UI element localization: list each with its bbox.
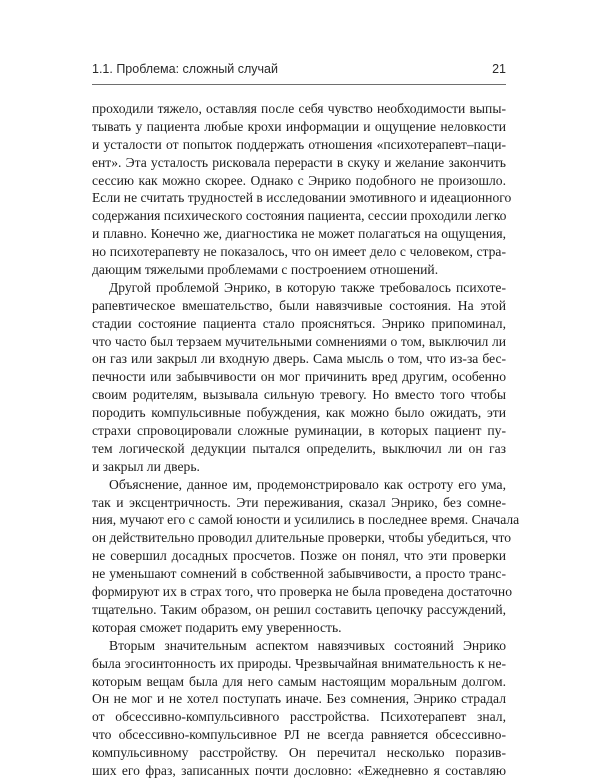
text-line: и плавно. Конечно же, диагностика не может полагаться на ощущения, bbox=[92, 226, 506, 242]
text-line: не совершил досадных просчетов. Позже он понял, что эти проверки bbox=[92, 548, 506, 564]
text-line: ния, мучают его с самой юности и усилились в последнее время. Сначала bbox=[92, 512, 520, 528]
text-line: стадии состояние пациента стало проясняться. Энрико припоминал, bbox=[92, 315, 506, 331]
text-line: что обсессивно-компульсивное РЛ не всегда равняется обсессивно- bbox=[92, 727, 506, 743]
text-line: Он не мог и не хотел поступать иначе. Без сомнения, Энрико страдал bbox=[92, 691, 506, 707]
paragraph bbox=[92, 100, 512, 279]
text-line: Другой проблемой Энрико, в которую также требовалось психоте- bbox=[109, 279, 506, 295]
text-line: и закрыл ли дверь. bbox=[92, 458, 200, 474]
text-line: компульсивному расстройству. Он перечитал несколько поразив- bbox=[92, 745, 506, 761]
text-line: страхи спровоцировали сложные руминации, в которых пациент пу- bbox=[92, 423, 506, 439]
text-line: ших его фраз, записанных почти дословно: «Ежедневно я составляю bbox=[92, 762, 506, 778]
text-line: Вторым значительным аспектом навязчивых состояний Энрико bbox=[109, 637, 506, 653]
text-line: породить компульсивные побуждения, как можно было ожидать, эти bbox=[92, 405, 506, 421]
text-line: тывать у пациента любые крохи информации и ощущение неловкости bbox=[92, 118, 506, 134]
text-line: что часто был терзаем мучительными сомнениями о том, выключил ли bbox=[92, 333, 506, 349]
text-line: так и эксцентричность. Эти переживания, сказал Энрико, без сомне- bbox=[92, 494, 506, 510]
text-line: сессию как можно скорее. Однако с Энрико подобного не произошло. bbox=[92, 172, 506, 188]
text-line: Объяснение, данное им, продемонстрировало как остроту его ума, bbox=[109, 476, 506, 492]
page-number: 21 bbox=[492, 62, 506, 76]
text-line: которая сможет подарить ему уверенность. bbox=[92, 619, 342, 635]
chapter-title: 1.1. Проблема: сложный случай bbox=[92, 62, 278, 76]
paragraph bbox=[92, 637, 506, 780]
text-line: тем логической дедукции пытался определить, выключил ли он газ bbox=[92, 440, 506, 456]
body-text bbox=[92, 100, 520, 780]
text-line: содержания психического состояния пациента, сессии проходили легко bbox=[92, 208, 507, 224]
paragraph bbox=[92, 279, 506, 476]
text-line: он газ или закрыл ли входную дверь. Сама мысль о том, что из-за бес- bbox=[92, 351, 506, 367]
running-head bbox=[92, 62, 506, 84]
text-line: формируют их в страх того, что проверка не была проведена достаточно bbox=[92, 584, 512, 600]
text-line: но психотерапевту не показалось, что он имеет дело с человеком, стра- bbox=[92, 244, 506, 260]
text-line: он действительно проводил длительные проверки, чтобы убедиться, что bbox=[92, 530, 512, 546]
text-line: рапевтическое вмешательство, были навязчивые состояния. На этой bbox=[92, 297, 506, 313]
text-line: дающим тяжелыми проблемами с построением отношений. bbox=[92, 262, 439, 278]
text-line: печности или забывчивости он мог причинить вред другим, особенно bbox=[92, 369, 506, 385]
header-rule bbox=[92, 84, 506, 85]
text-line: ент». Эта усталость рисковала перерасти в скуку и желание закончить bbox=[92, 154, 506, 170]
text-line: не уменьшают сомнений в собственной забывчивости, а просто транс- bbox=[92, 566, 506, 582]
text-line: которым вещам была для него самым настоящим моральным долгом. bbox=[92, 673, 506, 689]
text-line: проходили тяжело, оставляя после себя чувство необходимости выпы- bbox=[92, 101, 506, 116]
text-line: от обсессивно-компульсивного расстройства. Психотерапевт знал, bbox=[92, 709, 506, 725]
text-line: и усталости от попыток поддержать отношения «психотерапевт–паци- bbox=[92, 136, 506, 152]
text-line: Если не считать трудностей в исследовании эмотивного и идеационного bbox=[92, 190, 512, 206]
text-line: своим родителям, вызывала сильную тревогу. Но вместо того чтобы bbox=[92, 387, 506, 403]
text-line: тщательно. Таким образом, он решил составить цепочку рассуждений, bbox=[92, 601, 506, 617]
paragraph bbox=[92, 476, 520, 637]
text-line: была эгосинтонность их природы. Чрезвычайная внимательность к не- bbox=[92, 655, 506, 671]
